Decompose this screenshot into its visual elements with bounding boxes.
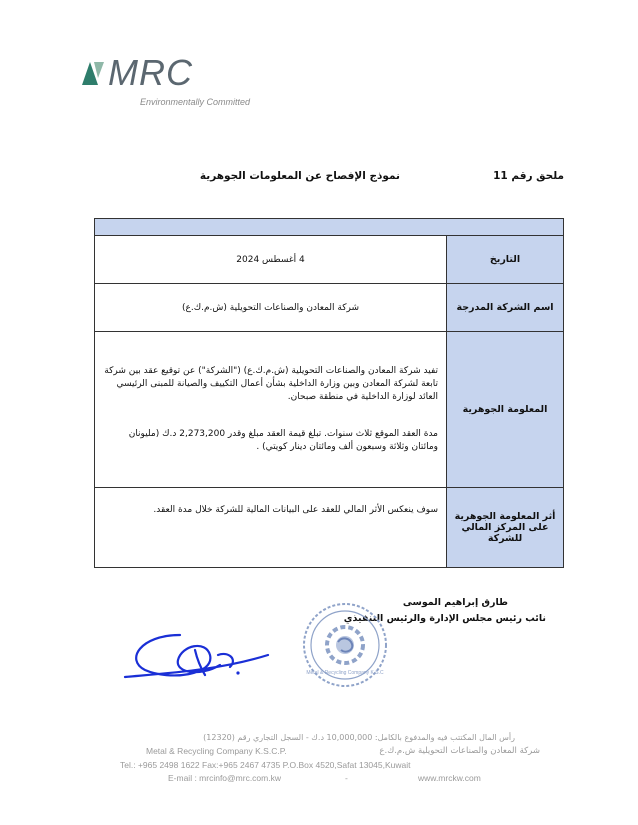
footer-contact: Tel.: +965 2498 1622 Fax:+965 2467 4735 P.O.Box 4520,Safat 13045,Kuwait bbox=[120, 760, 411, 770]
footer-company-en: Metal & Recycling Company K.S.C.P. bbox=[146, 746, 287, 756]
form-title: نموذج الإفصاح عن المعلومات الجوهرية bbox=[199, 170, 400, 182]
logo-tagline: Environmentally Committed bbox=[140, 97, 251, 107]
table-row-company bbox=[95, 284, 564, 332]
date-label: التاريخ bbox=[447, 236, 564, 284]
disclosure-table bbox=[94, 218, 564, 568]
footer-company-ar: شركة المعادن والصناعات التحويلية ش.م.ك.ع bbox=[379, 746, 540, 756]
company-value: شركة المعادن والصناعات التحويلية (ش.م.ك.ع) bbox=[95, 284, 447, 332]
info-value bbox=[95, 332, 447, 488]
info-paragraph-1: تفيد شركة المعادن والصناعات التحويلية (ش.م.ك.ع) ("الشركة") عن توقيع عقد بين شركة تابعة لشركة المعادن وبين وزارة الداخلية بشأن أعمال التكييف والصيانة للمبنى الرئيسي العائد لوزارة الداخلية في منطقة صبحان. bbox=[104, 366, 438, 402]
logo-mark-right bbox=[94, 62, 104, 78]
footer-website[interactable]: www.mrckw.com bbox=[418, 773, 481, 783]
impact-label: أثر المعلومة الجوهرية على المركز المالي للشركة bbox=[447, 488, 564, 568]
info-label: المعلومة الجوهرية bbox=[447, 332, 564, 488]
table-row-info bbox=[95, 332, 564, 488]
stamp-text: Metal & Recycling Company K.S.C bbox=[306, 670, 384, 676]
footer-email[interactable]: E-mail : mrcinfo@mrc.com.kw bbox=[168, 773, 281, 783]
footer-capital: رأس المال المكتتب فيه والمدفوع بالكامل: 10,000,000 د.ك - السجل التجاري رقم (12320) bbox=[203, 733, 515, 742]
impact-value: سوف ينعكس الأثر المالي للعقد على البيانات المالية للشركة خلال مدة العقد. bbox=[95, 488, 447, 568]
signer-name: طارق إبراهيم الموسى bbox=[402, 597, 508, 608]
info-paragraph-2: مدة العقد الموقع ثلاث سنوات. تبلغ قيمة العقد مبلغ وقدر 2,273,200 د.ك (مليونان ومائتان وثلاثة وسبعون ألف ومائتان دينار كويتي) . bbox=[128, 429, 438, 452]
company-label: اسم الشركة المدرجة bbox=[447, 284, 564, 332]
date-value: 4 أغسطس 2024 bbox=[95, 236, 447, 284]
company-stamp bbox=[300, 600, 390, 690]
logo-wordmark: MRC bbox=[108, 52, 193, 93]
footer-dash: - bbox=[345, 773, 348, 783]
table-row-impact bbox=[95, 488, 564, 568]
handwritten-signature bbox=[120, 615, 270, 685]
table-row-date bbox=[95, 236, 564, 284]
table-header-band bbox=[95, 219, 564, 236]
signer-title: نائب رئيس مجلس الإدارة والرئيس التنفيذي bbox=[343, 613, 546, 624]
annex-number: ملحق رقم 11 bbox=[493, 170, 564, 182]
